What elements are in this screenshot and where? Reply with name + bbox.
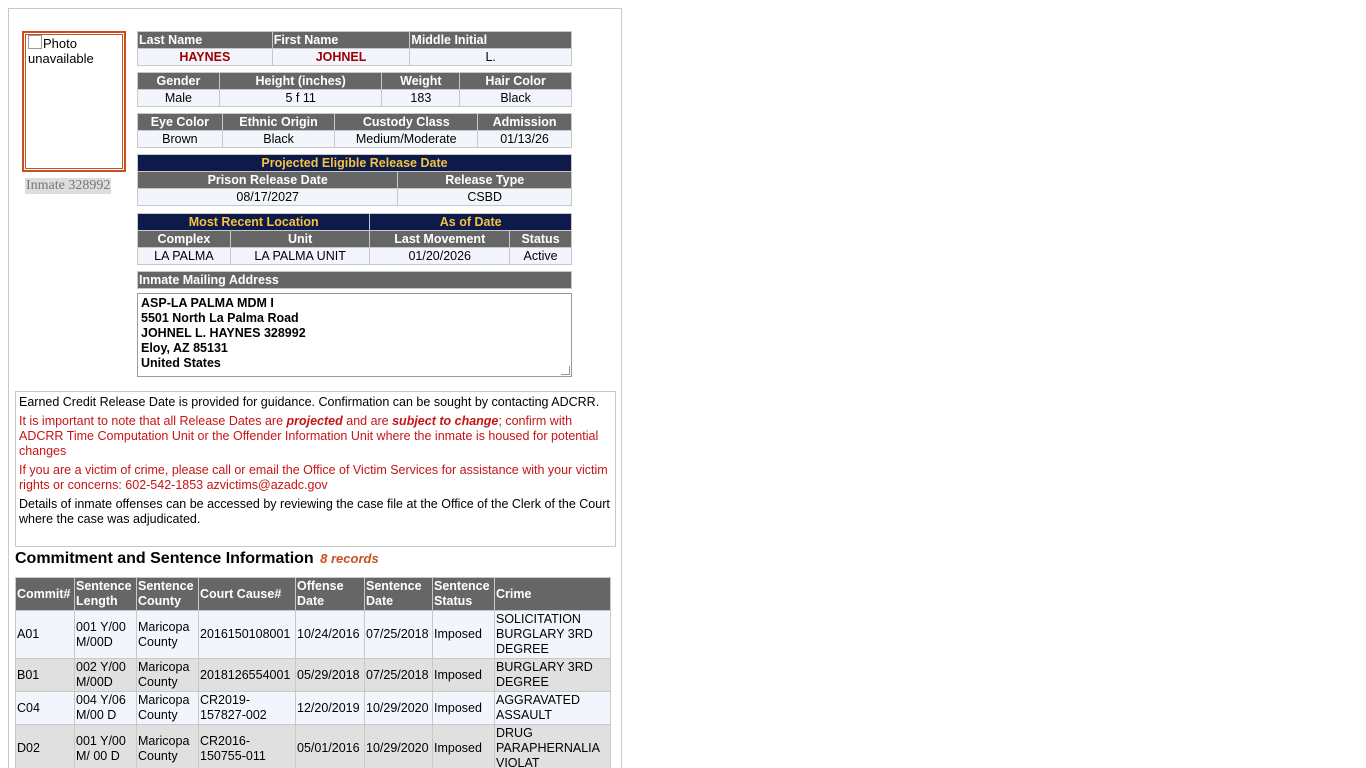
complex-value: LA PALMA (138, 248, 231, 265)
cause-cell: 2016150108001 (199, 611, 296, 659)
most-recent-location-title: Most Recent Location (138, 214, 370, 231)
middle-initial-value: L. (410, 49, 572, 66)
offense-date-cell: 05/29/2018 (296, 659, 365, 692)
last-movement-header: Last Movement (370, 231, 510, 248)
mailing-address-textarea[interactable] (137, 293, 572, 377)
status-value: Active (510, 248, 572, 265)
cause-cell: CR2016-150755-011 (199, 725, 296, 768)
sentence-status-header: Sentence Status (433, 578, 495, 611)
length-cell: 001 Y/00 M/ 00 D (75, 725, 137, 768)
crime-cell: SOLICITATION BURGLARY 3RD DEGREE (495, 611, 611, 659)
name-table (137, 31, 572, 66)
inmate-number-caption: Inmate 328992 (26, 178, 111, 193)
photo-alt-text: Photo unavailable (28, 36, 94, 66)
commit-cell: B01 (16, 659, 75, 692)
last-movement-value: 01/20/2026 (370, 248, 510, 265)
ethnic-origin-value: Black (222, 131, 335, 148)
county-cell: Maricopa County (137, 611, 199, 659)
crime-cell: DRUG PARAPHERNALIA VIOLAT (495, 725, 611, 768)
mailing-line: Eloy, AZ 85131 (141, 341, 228, 355)
crime-cell: AGGRAVATED ASSAULT (495, 692, 611, 725)
mailing-address-header: Inmate Mailing Address (138, 272, 572, 289)
first-name-header: First Name (272, 32, 410, 49)
ethnic-origin-header: Ethnic Origin (222, 114, 335, 131)
complex-header: Complex (138, 231, 231, 248)
notice-release-dates (19, 414, 612, 459)
length-cell: 002 Y/00 M/00D (75, 659, 137, 692)
hair-color-value: Black (460, 90, 572, 107)
notice-guidance: Earned Credit Release Date is provided for guidance. Confirmation can be sought by contacting ADCRR. (19, 395, 600, 409)
notice-text: It is important to note that all Release Dates are (19, 414, 287, 428)
status-cell: Imposed (433, 659, 495, 692)
notice-emphasis: projected (286, 414, 343, 428)
mailing-line: ASP-LA PALMA MDM I (141, 296, 274, 310)
length-cell: 004 Y/06 M/00 D (75, 692, 137, 725)
county-cell: Maricopa County (137, 659, 199, 692)
commit-cell: C04 (16, 692, 75, 725)
release-type-header: Release Type (398, 172, 572, 189)
middle-initial-header: Middle Initial (410, 32, 572, 49)
length-cell: 001 Y/00 M/00D (75, 611, 137, 659)
crime-header: Crime (495, 578, 611, 611)
table-row (16, 659, 611, 692)
last-name-value: HAYNES (138, 49, 273, 66)
status-cell: Imposed (433, 725, 495, 768)
cause-cell: CR2019-157827-002 (199, 692, 296, 725)
sentence-date-cell: 07/25/2018 (365, 611, 433, 659)
mailing-header-table (137, 271, 572, 289)
table-row (16, 692, 611, 725)
prison-release-date-value: 08/17/2027 (138, 189, 398, 206)
mailing-line: United States (141, 356, 221, 370)
hair-color-header: Hair Color (460, 73, 572, 90)
commit-cell: D02 (16, 725, 75, 768)
admission-header: Admission (478, 114, 572, 131)
unit-value: LA PALMA UNIT (230, 248, 370, 265)
offense-date-cell: 10/24/2016 (296, 611, 365, 659)
release-table (137, 154, 572, 206)
crime-cell: BURGLARY 3RD DEGREE (495, 659, 611, 692)
mailing-line: 5501 North La Palma Road (141, 311, 299, 325)
sentence-date-cell: 10/29/2020 (365, 725, 433, 768)
unit-header: Unit (230, 231, 370, 248)
table-row (16, 725, 611, 768)
sentence-county-header: Sentence County (137, 578, 199, 611)
sentence-date-header: Sentence Date (365, 578, 433, 611)
gender-header: Gender (138, 73, 220, 90)
classification-table (137, 113, 572, 148)
custody-class-value: Medium/Moderate (335, 131, 478, 148)
gender-value: Male (138, 90, 220, 107)
as-of-date-title: As of Date (370, 214, 572, 231)
notice-victim-services: If you are a victim of crime, please call or email the Office of Victim Services for assistance with your victim rights or concerns: 602-542-1853 azvictims@azadc.gov (19, 463, 608, 492)
custody-class-header: Custody Class (335, 114, 478, 131)
eye-color-value: Brown (138, 131, 223, 148)
release-type-value: CSBD (398, 189, 572, 206)
commit-header: Commit# (16, 578, 75, 611)
eye-color-header: Eye Color (138, 114, 223, 131)
commit-cell: A01 (16, 611, 75, 659)
mailing-line: JOHNEL L. HAYNES 328992 (141, 326, 306, 340)
sentence-date-cell: 10/29/2020 (365, 692, 433, 725)
first-name-value: JOHNEL (272, 49, 410, 66)
notice-emphasis: subject to change (392, 414, 499, 428)
resize-grip-icon[interactable] (561, 366, 570, 375)
status-cell: Imposed (433, 611, 495, 659)
weight-value: 183 (382, 90, 460, 107)
court-cause-header: Court Cause# (199, 578, 296, 611)
notice-text: ; confirm with ADCRR Time Computation Unit or the Offender Information Unit where the inmate is housed for potential changes (19, 414, 599, 458)
broken-image-icon (28, 35, 42, 49)
county-cell: Maricopa County (137, 692, 199, 725)
weight-header: Weight (382, 73, 460, 90)
prison-release-date-header: Prison Release Date (138, 172, 398, 189)
admission-value: 01/13/26 (478, 131, 572, 148)
sentence-length-header: Sentence Length (75, 578, 137, 611)
release-title: Projected Eligible Release Date (138, 155, 572, 172)
offense-date-cell: 05/01/2016 (296, 725, 365, 768)
last-name-header: Last Name (138, 32, 273, 49)
inmate-photo (22, 31, 126, 172)
status-cell: Imposed (433, 692, 495, 725)
county-cell: Maricopa County (137, 725, 199, 768)
height-value: 5 f 11 (219, 90, 382, 107)
section-title-text: Commitment and Sentence Information (15, 550, 314, 567)
notice-text: and are (342, 414, 393, 428)
cause-cell: 2018126554001 (199, 659, 296, 692)
physical-table (137, 72, 572, 107)
record-count: 8 records (320, 551, 379, 566)
status-header: Status (510, 231, 572, 248)
location-table (137, 213, 572, 265)
offense-date-header: Offense Date (296, 578, 365, 611)
release-notice (15, 391, 616, 547)
notice-offense-details: Details of inmate offenses can be accessed by reviewing the case file at the Office of the Clerk of the Court where the case was adjudicated. (19, 497, 610, 526)
height-header: Height (inches) (219, 73, 382, 90)
sentence-date-cell: 07/25/2018 (365, 659, 433, 692)
offense-date-cell: 12/20/2019 (296, 692, 365, 725)
table-row (16, 611, 611, 659)
sentence-section-title (15, 550, 379, 568)
sentence-table (15, 577, 611, 768)
